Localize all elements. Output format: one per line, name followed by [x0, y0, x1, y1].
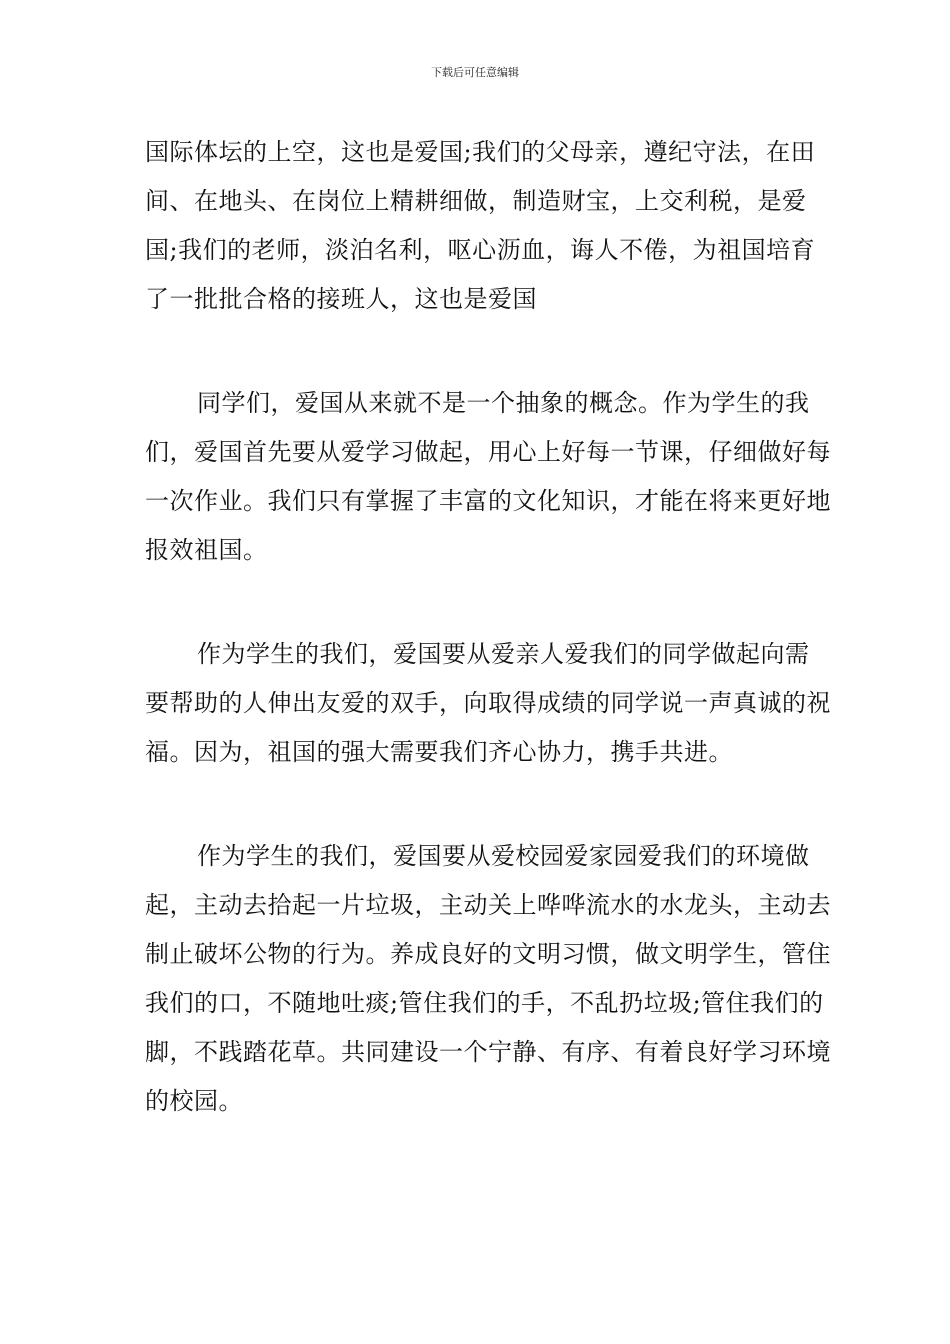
paragraph-2: 同学们，爱国从来就不是一个抽象的概念。作为学生的我们，爱国首先要从爱学习做起，用心上好每一节课，仔细做好每一次作业。我们只有掌握了丰富的文化知识，才能在将来更好地报效祖国。 [145, 389, 831, 564]
header-note: 下载后可任意编辑 [431, 66, 519, 79]
paragraph-spacer [145, 324, 831, 379]
paragraph-spacer [145, 575, 831, 630]
paragraph-4: 作为学生的我们，爱国要从爱校园爱家园爱我们的环境做起，主动去拾起一片垃圾，主动关上哗哗流水的水龙头，主动去制止破坏公物的行为。养成良好的文明习惯，做文明学生，管住我们的口，不随地吐痰;管住我们的手，不乱扔垃圾;管住我们的脚，不践踏花草。共同建设一个宁静、有序、有着良好学习环境的校园。 [145, 842, 831, 1115]
paragraph-spacer [145, 777, 831, 832]
paragraph-1: 国际体坛的上空，这也是爱国;我们的父母亲，遵纪守法，在田间、在地头、在岗位上精耕细做，制造财宝，上交利税，是爱国;我们的老师，淡泊名利，呕心沥血，诲人不倦，为祖国培育了一批批合格的接班人，这也是爱国 [145, 138, 816, 313]
paragraph-3: 作为学生的我们，爱国要从爱亲人爱我们的同学做起向需要帮助的人伸出友爱的双手，向取得成绩的同学说一声真诚的祝福。因为，祖国的强大需要我们齐心协力，携手共进。 [145, 640, 831, 766]
document-body [145, 128, 831, 1126]
